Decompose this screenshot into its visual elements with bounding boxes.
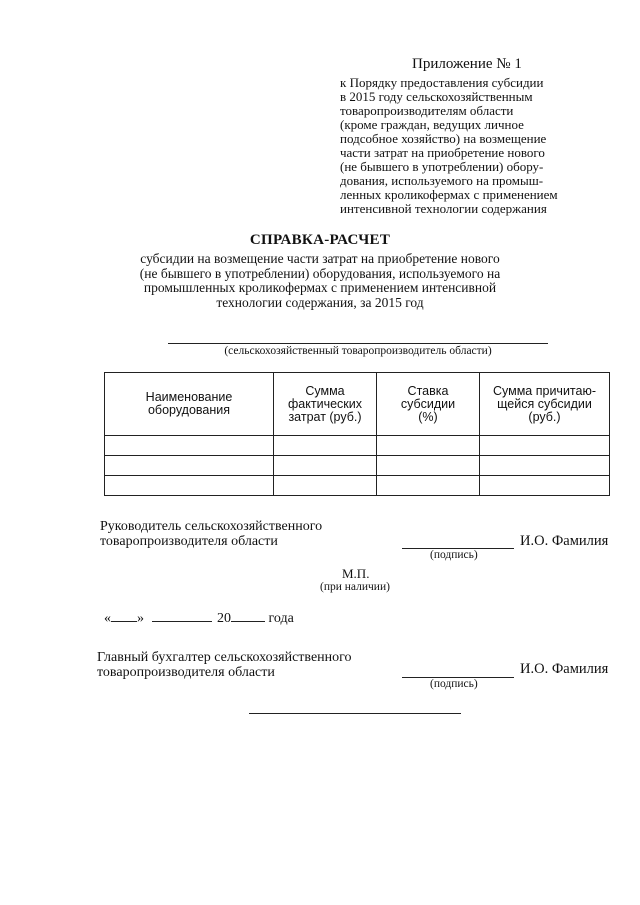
table-row [105,456,610,476]
table-cell[interactable] [274,456,377,476]
date-day-blank[interactable] [111,621,137,622]
appendix-line: (кроме граждан, ведущих личное [340,117,524,132]
subtitle-line: технологии содержания, за 2015 год [216,294,424,310]
document-subtitle [110,252,530,310]
table-cell[interactable] [105,476,274,496]
appendix-line: подсобное хозяйство) на возмещение [340,131,547,146]
appendix-line: дования, используемого на промыш- [340,173,544,188]
table-row [105,476,610,496]
date-month-blank[interactable] [152,621,212,622]
header-equipment-name: Наименование оборудования [105,373,274,436]
appendix-line: (не бывшего в употреблении) обору- [340,159,544,174]
producer-name-line [168,343,548,344]
appendix-line: в 2015 году сельскохозяйственным [340,89,533,104]
accountant-signature-caption: (подпись) [430,678,478,690]
calculation-table [104,372,610,496]
appendix-description [340,76,610,216]
header-subsidy-rate: Ставка субсидии (%) [377,373,480,436]
appendix-title: Приложение № 1 [412,56,522,72]
appendix-line: ленных кроликофермах с применением [340,187,558,202]
header-actual-costs: Сумма фактических затрат (руб.) [274,373,377,436]
head-position: Руководитель сельскохозяйственного товаропроизводителя области [100,519,323,549]
stamp-note: (при наличии) [320,581,390,593]
table-cell[interactable] [274,436,377,456]
table-cell[interactable] [377,476,480,496]
table-cell[interactable] [274,476,377,496]
table-cell[interactable] [480,476,610,496]
subtitle-line: субсидии на возмещение части затрат на приобретение нового [140,251,500,266]
document-title: СПРАВКА-РАСЧЕТ [249,232,391,248]
head-signature-caption: (подпись) [430,549,478,561]
table-cell[interactable] [480,436,610,456]
bottom-divider [249,713,461,714]
appendix-line: товаропроизводителям области [340,103,514,118]
producer-caption: (сельскохозяйственный товаропроизводитель области) [224,345,492,357]
header-subsidy-amount: Сумма причитаю- щейся субсидии (руб.) [480,373,610,436]
accountant-fio: И.О. Фамилия [520,661,609,677]
accountant-position: Главный бухгалтер сельскохозяйственного товаропроизводителя области [97,650,352,680]
appendix-line: к Порядку предоставления субсидии [340,75,544,90]
stamp-label: М.П. [342,566,370,581]
date-year-blank[interactable] [231,621,265,622]
table-cell[interactable] [105,456,274,476]
table-header-row [105,373,610,436]
table-row [105,436,610,456]
table-cell[interactable] [377,436,480,456]
date-line: « » 20 года [104,611,294,626]
subtitle-line: (не бывшего в употреблении) оборудования, используемого на [139,265,501,281]
head-fio: И.О. Фамилия [520,533,609,549]
table-cell[interactable] [105,436,274,456]
table-cell[interactable] [480,456,610,476]
appendix-line: интенсивной технологии содержания [340,201,547,216]
subtitle-line: промышленных кроликофермах с применением интенсивной [143,280,497,295]
table-cell[interactable] [377,456,480,476]
appendix-line: части затрат на приобретение нового [340,145,545,160]
